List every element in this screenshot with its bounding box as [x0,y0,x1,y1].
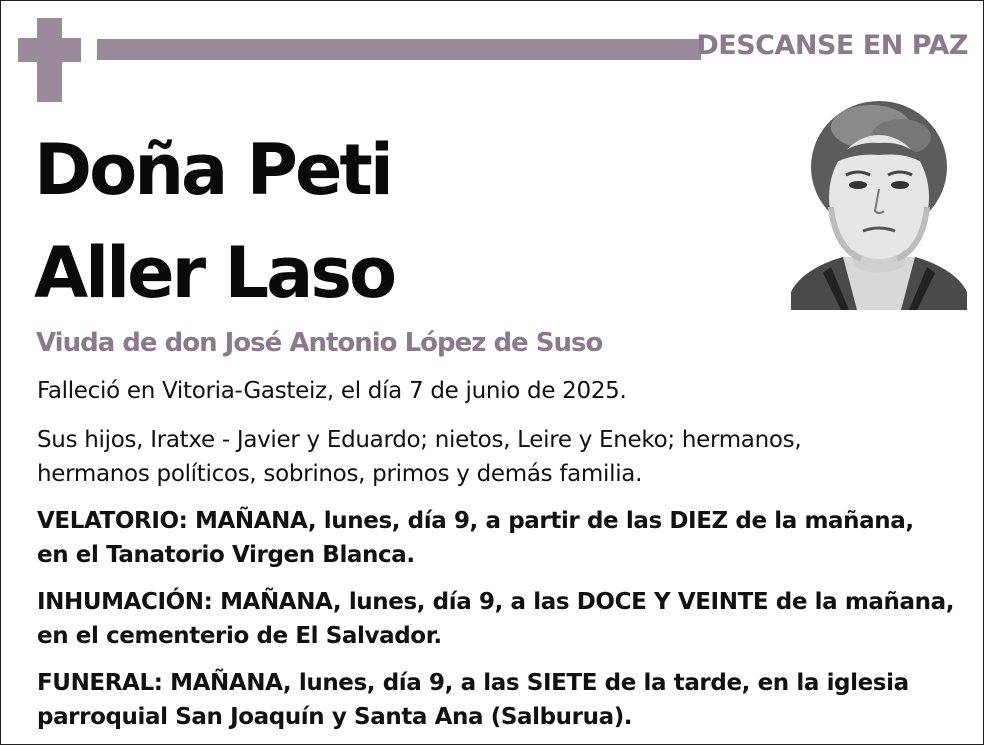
velatorio-line-1: VELATORIO: MAÑANA, lunes, día 9, a partir de las DIEZ de la mañana, [37,508,914,534]
inhumacion-line-2: en el cementerio de El Salvador. [37,623,442,649]
deceased-name-line-2: Aller Laso [34,232,395,314]
rip-label: DESCANSE EN PAZ [696,30,968,61]
header-divider-bar [97,39,701,60]
deceased-name-line-1: Doña Peti [34,129,391,211]
funeral-line-1: FUNERAL: MAÑANA, lunes, día 9, a las SIETE de la tarde, en la iglesia [37,670,909,696]
widow-of-line: Viuda de don José Antonio López de Suso [36,328,603,358]
cross-horizontal-bar [18,38,81,62]
deceased-portrait [791,97,967,310]
family-line-2: hermanos políticos, sobrinos, primos y demás familia. [37,461,643,487]
portrait-illustration [791,97,967,310]
velatorio-line-2: en el Tanatorio Virgen Blanca. [37,542,415,568]
funeral-line-2: parroquial San Joaquín y Santa Ana (Salburua). [37,704,633,730]
death-line: Falleció en Vitoria-Gasteiz, el día 7 de junio de 2025. [37,378,627,404]
family-line-1: Sus hijos, Iratxe - Javier y Eduardo; nietos, Leire y Eneko; hermanos, [37,427,802,453]
inhumacion-line-1: INHUMACIÓN: MAÑANA, lunes, día 9, a las DOCE Y VEINTE de la mañana, [37,589,955,615]
